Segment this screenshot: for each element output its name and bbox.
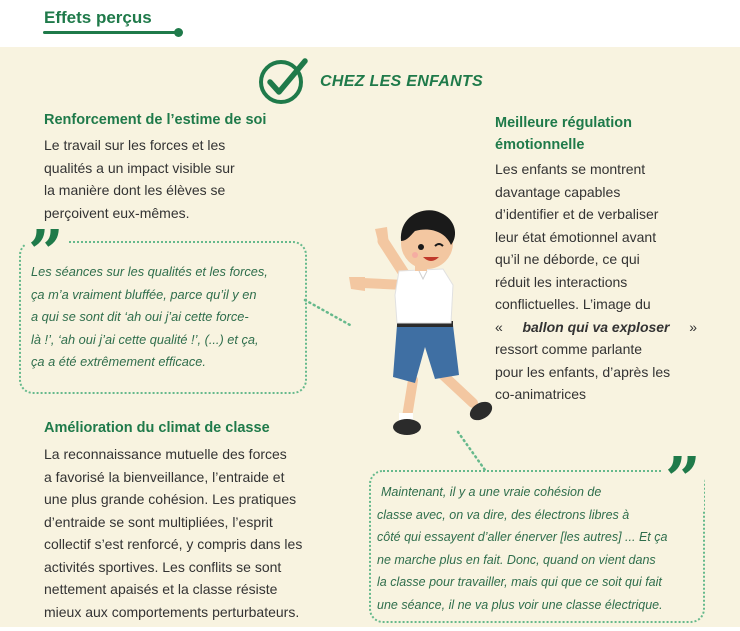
quote-line: côté qui essayent d’aller énerver [les autres] ... Et ça — [377, 530, 668, 544]
quote-line: ne marche plus en fait. Donc, quand on vient dans — [377, 552, 656, 567]
climat-heading: Amélioration du climat de classe — [44, 420, 270, 436]
text-line: nettement apaisés et la classe résiste — [44, 581, 278, 597]
quote-strong: ballon qui va exploser — [522, 318, 670, 335]
quote-line: une séance, il ne va plus voir une classe électrique. — [377, 597, 663, 612]
quote-line: Maintenant, il y a une vraie cohésion de — [381, 485, 602, 499]
text-line: d’identifier et de verbaliser — [495, 206, 659, 222]
text-line: une plus grande cohésion. Les pratiques — [44, 491, 297, 507]
text-line: activités sportives. Les conflits se sont — [44, 558, 282, 575]
text-line: conflictuelles. L’image du — [495, 296, 651, 312]
text-line: Le travail sur les forces et les — [44, 137, 226, 153]
quote-line: la classe pour travailler, mais qui que ce soit qui fait — [377, 575, 662, 589]
quote-mark-icon: ” — [25, 222, 67, 284]
text-line: collectif s’est renforcé, y compris dans les — [44, 536, 303, 552]
title-underline — [43, 31, 179, 34]
text-line: leur état émotionnel avant — [495, 228, 657, 245]
section-banner: CHEZ LES ENFANTS — [320, 73, 484, 90]
estime-body — [44, 134, 314, 224]
estime-heading: Renforcement de l’estime de soi — [44, 112, 267, 128]
text-line: co-animatrices — [495, 386, 587, 402]
quote-close: » — [689, 318, 697, 335]
text-line: ressort comme parlante — [495, 341, 643, 357]
text-line: la manière dont les élèves se — [44, 182, 226, 198]
quote-mark-icon: ” — [662, 449, 704, 511]
heading-line: émotionnelle — [495, 137, 585, 153]
title-underline-dot — [174, 28, 183, 37]
checkmark-circle-icon — [257, 55, 313, 107]
quote-line: ça m’a vraiment bluffée, parce qu’il y en — [31, 286, 257, 302]
climat-body — [44, 443, 353, 623]
text-line — [495, 316, 697, 339]
text-line: mieux aux comportements perturbateurs. — [44, 603, 300, 620]
page-title: Effets perçus — [44, 8, 152, 27]
text-line: a favorisé la bienveillance, l’entraide et — [44, 468, 285, 485]
text-line: davantage capables — [495, 183, 621, 200]
quote-line: là !’, ‘ah oui j’ai cette qualité !’, (...) et ça, — [31, 331, 259, 347]
regulation-body — [495, 158, 697, 406]
heading-line: Meilleure régulation — [495, 115, 632, 131]
regulation-heading — [495, 112, 632, 156]
quote-line: classe avec, on va dire, des électrons libres à — [377, 507, 630, 522]
text-line: pour les enfants, d’après les — [495, 363, 671, 380]
quote-line: Les séances sur les qualités et les forces, — [31, 264, 268, 279]
quote-line: ça a été extrêmement efficace. — [31, 354, 206, 369]
text-line: qu’il ne déborde, ce qui — [495, 251, 640, 267]
text-line: d’entraide se sont multipliées, l’esprit — [44, 513, 273, 530]
quote-open: « — [495, 318, 503, 335]
quote-line: a qui se sont dit ‘ah oui j’ai cette force- — [31, 309, 249, 324]
text-line: réduit les interactions — [495, 273, 628, 290]
quote-text-second — [377, 481, 703, 616]
happy-child-illustration — [335, 205, 515, 445]
text-line: Les enfants se montrent — [495, 161, 646, 177]
text-line: qualités a un impact visible sur — [44, 159, 235, 176]
text-line: perçoivent eux-mêmes. — [44, 204, 190, 221]
text-line: La reconnaissance mutuelle des forces — [44, 446, 287, 462]
quote-text-first — [31, 261, 301, 374]
